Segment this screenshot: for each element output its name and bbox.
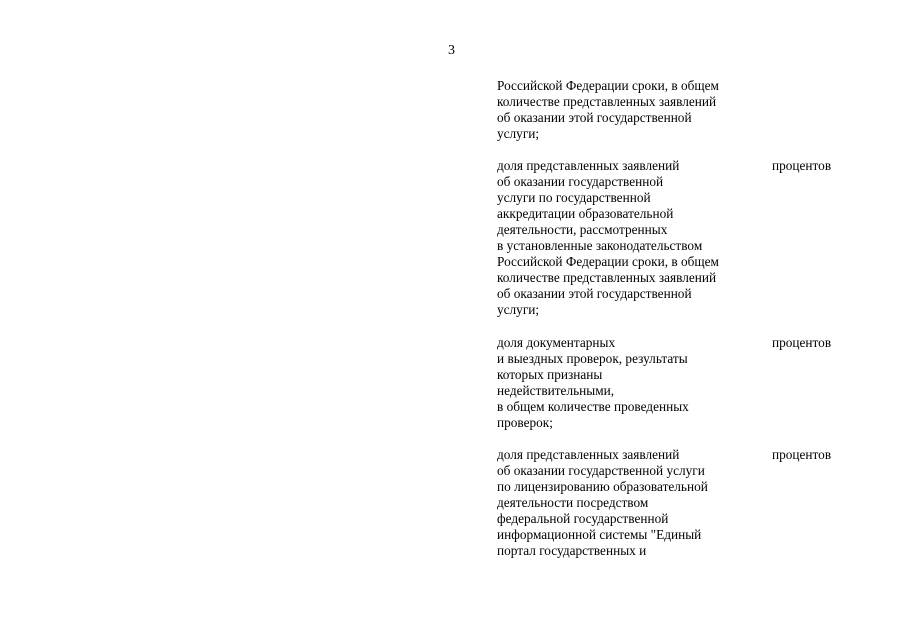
indicator-text: доля представленных заявлений об оказании государственной услуги по государственной аккредитации образовательной деятельности, рассмотренных в установленные законодательством Российской Федерации сроки, в общем количестве представленных заявлений об оказании этой государственной услуги; — [497, 158, 719, 317]
page-number: 3 — [448, 43, 455, 58]
indicator-text: Российской Федерации сроки, в общем количестве представленных заявлений об оказании этой государственной услуги; — [497, 78, 719, 141]
indicator-text: доля документарных и выездных проверок, результаты которых признаны недействительными, в общем количестве проведенных проверок; — [497, 335, 689, 430]
indicator-unit: процентов — [772, 335, 832, 350]
indicator-unit: процентов — [772, 447, 832, 462]
indicator-unit: процентов — [772, 158, 832, 173]
indicator-text: доля представленных заявлений об оказании государственной услуги по лицензированию образовательной деятельности посредством федеральной государственной информационной системы "Единый портал государственных и — [497, 447, 708, 558]
